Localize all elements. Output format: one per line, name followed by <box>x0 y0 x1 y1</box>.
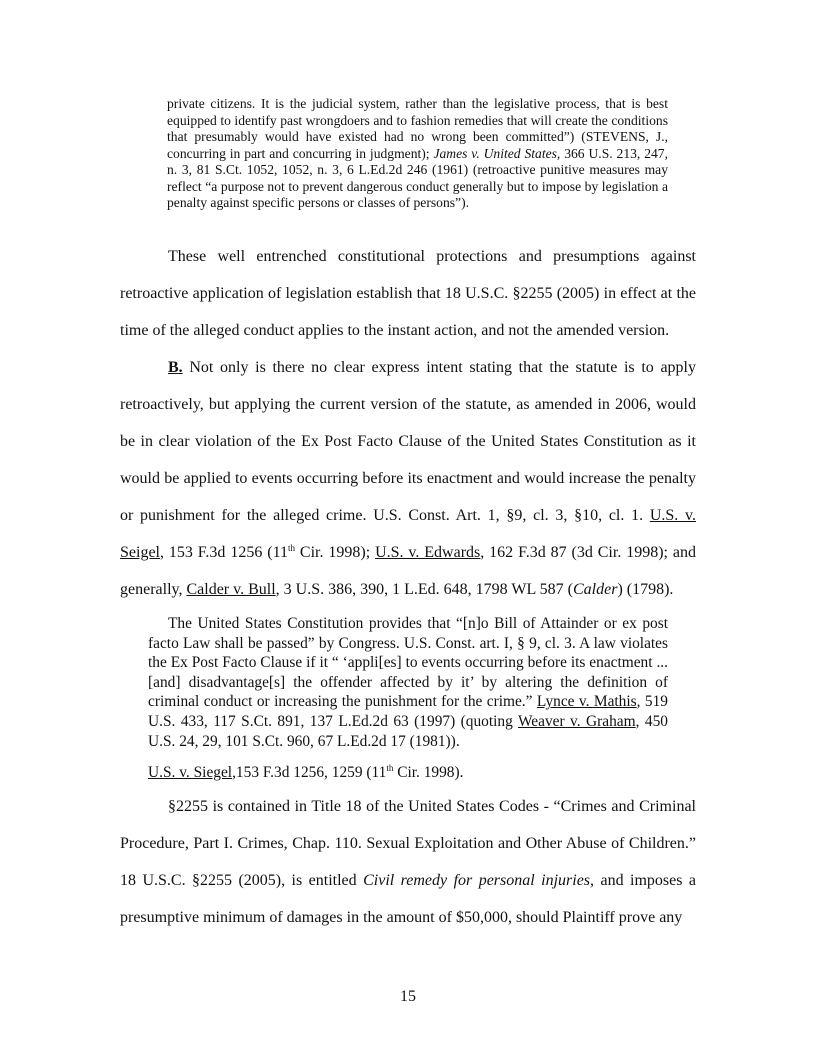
case-citation-calder: Calder v. Bull <box>186 581 276 598</box>
paragraph-text: §2255 is contained in Title 18 of the United States Codes - “Crimes and Criminal Procedure, Part I. Crimes, Chap. 110. Sexual Exploitation and Other Abuse of Children.” 18 U.S.C. §2255 (2005), is entitled <box>120 798 696 889</box>
superscript-th: th <box>386 763 394 773</box>
block-quote-james <box>167 96 668 212</box>
paragraph-text: Not only is there no clear express intent stating that the statute is to apply retroactively, but applying the current version of the statute, as amended in 2006, would be in clear violation of the Ex Post Facto Clause of the United States Constitution as it would be applied to events occurring before its enactment and would increase the penalty or punishment for the alleged crime. U.S. Const. Art. 1, §9, cl. 3, §10, cl. 1. <box>120 359 696 524</box>
block-quote-text: The United States Constitution provides that “[n]o Bill of Attainder or ex post facto Law shall be passed” by Congress. U.S. Const. art. I, § 9, cl. 3. A law violates the Ex Post Facto Clause if it “ ‘appli[es] to events occurring before its enactment ... [and] disadvantage[s] the offender affected by it’ by altering the definition of criminal conduct or increasing the punishment for the crime.” <box>148 615 668 711</box>
section-heading-b: B. <box>168 359 183 376</box>
case-short-name-calder: Calder <box>572 581 618 598</box>
citation-text: Cir. 1998). <box>393 764 464 781</box>
paragraph-text: These well entrenched constitutional protections and presumptions against retroactive application of legislation establish that 18 U.S.C. §2255 (2005) in effect at the time of the alleged conduct applies to the instant action, and not the amended version. <box>120 248 696 339</box>
paragraph-text: , 162 F.3d 87 (3d Cir. 1998); and generally, <box>120 544 697 598</box>
case-citation-edwards: U.S. v. Edwards <box>375 544 481 561</box>
paragraph-text: ) (1798). <box>617 581 674 598</box>
case-citation-lynce: Lynce v. Mathis <box>536 693 637 711</box>
paragraph-retroactive-application <box>120 238 696 349</box>
block-quote-constitution <box>148 614 668 751</box>
block-quote-text: , 519 U.S. 433, 117 S.Ct. 891, 137 L.Ed.2d 63 (1997) (quoting <box>148 693 668 730</box>
paragraph-text: , 153 F.3d 1256 (11 <box>160 544 288 561</box>
paragraph-section-2255 <box>120 788 696 936</box>
paragraph-ex-post-facto <box>120 349 696 608</box>
case-citation-james: James v. United States, <box>433 145 561 161</box>
block-quote-text: private citizens. It is the judicial system, rather than the legislative process, that is best equipped to identify past wrongdoers and to fashion remedies that will create the conditions that presumably would have existed had no wrong been committed”) (STEVENS, J., concurring in part and concurring in judgment); <box>167 96 668 161</box>
case-citation-siegel: U.S. v. Siegel <box>148 764 233 781</box>
page-number: 15 <box>400 988 416 1005</box>
statute-title: Civil remedy for personal injuries <box>363 872 591 889</box>
case-citation-weaver: Weaver v. Graham <box>518 712 636 730</box>
citation-text: ,153 F.3d 1256, 1259 (11 <box>232 764 387 781</box>
paragraph-text: , 3 U.S. 386, 390, 1 L.Ed. 648, 1798 WL 587 ( <box>275 581 573 598</box>
block-quote-text: , 450 U.S. 24, 29, 101 S.Ct. 960, 67 L.Ed.2d 17 (1981)). <box>148 712 669 750</box>
paragraph-text: , and imposes a presumptive minimum of damages in the amount of $50,000, should Plaintiff prove any <box>120 872 697 926</box>
citation-line-siegel <box>148 763 463 783</box>
block-quote-text: 366 U.S. 213, 247, n. 3, 81 S.Ct. 1052, 1052, n. 3, 6 L.Ed.2d 246 (1961) (retroactive punitive measures may reflect “a purpose not to prevent dangerous conduct generally but to impose by legislation a penalty against specific persons or classes of persons”). <box>167 145 668 210</box>
superscript-th: th <box>287 543 295 553</box>
paragraph-text: Cir. 1998); <box>295 544 376 561</box>
case-citation-seigel: U.S. v. Seigel <box>120 507 696 561</box>
